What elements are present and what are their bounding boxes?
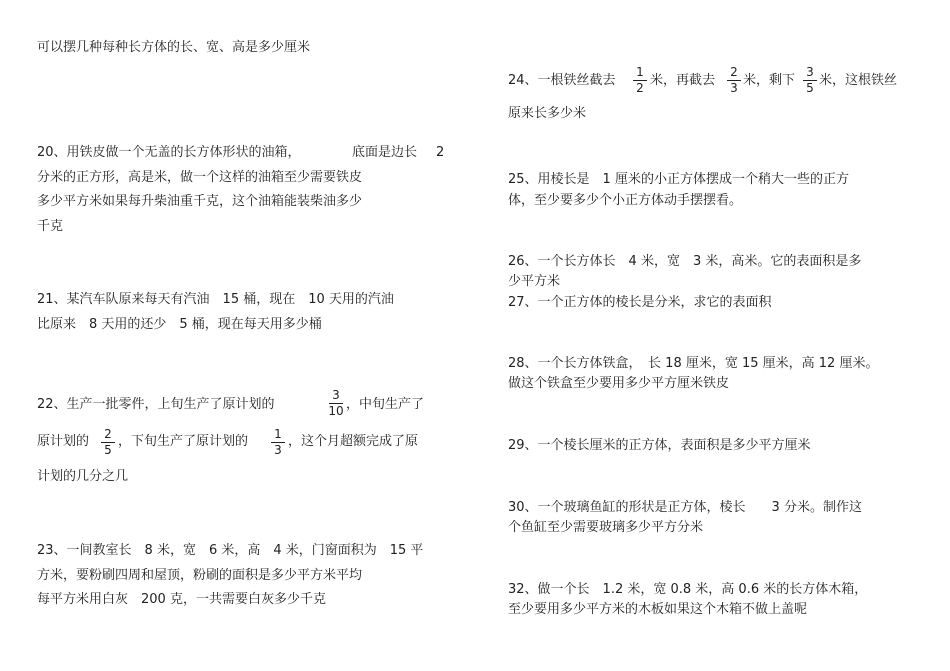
q24-fraction-1-numerator: 1 bbox=[636, 65, 644, 79]
q22-fraction-1-numerator: 3 bbox=[332, 388, 340, 402]
q26-line-2: 少平方米 bbox=[508, 274, 561, 289]
q20-line-1c: 2 bbox=[436, 145, 445, 160]
q22-line-1b: ，中旬生产了 bbox=[346, 397, 425, 412]
q20-line-3: 多少平方米如果每升柴油重千克，这个油箱能装柴油多少 bbox=[37, 194, 363, 209]
q24-fraction-2-denominator: 3 bbox=[730, 81, 738, 95]
q28-line-2: 做这个铁盒至少要用多少平方厘米铁皮 bbox=[508, 376, 730, 391]
q26-line-1: 26、一个长方体长 4 米，宽 3 米，高米。它的表面积是多 bbox=[508, 254, 862, 269]
q24-fraction-1 bbox=[630, 66, 650, 95]
q22-line-3: 计划的几分之几 bbox=[37, 469, 129, 484]
intro-line: 可以摆几种每种长方体的长、宽、高是多少厘米 bbox=[37, 40, 311, 55]
q24-fraction-1-denominator: 2 bbox=[636, 81, 644, 95]
q24-text-c: 米，剩下 bbox=[743, 73, 796, 88]
q20-line-2: 分米的正方形，高是米，做一个这样的油箱至少需要铁皮 bbox=[37, 170, 363, 185]
q22-fraction-3-denominator: 3 bbox=[274, 443, 282, 457]
q22-fraction-3 bbox=[268, 428, 288, 457]
q24-fraction-2 bbox=[724, 66, 744, 95]
q30-line-2: 个鱼缸至少需要玻璃多少平方分米 bbox=[508, 520, 704, 535]
q24-text-a: 24、一根铁丝截去 bbox=[508, 73, 616, 88]
q24-fraction-3-numerator: 3 bbox=[806, 65, 814, 79]
q22-fraction-2-denominator: 5 bbox=[104, 443, 112, 457]
q24-fraction-2-numerator: 2 bbox=[730, 65, 738, 79]
q25-line-1: 25、用棱长是 1 厘米的小正方体摆成一个稍大一些的正方 bbox=[508, 172, 849, 187]
q32-line-2: 至少要用多少平方米的木板如果这个木箱不做上盖呢 bbox=[508, 602, 808, 617]
q27-line-1: 27、一个正方体的棱长是分米，求它的表面积 bbox=[508, 295, 772, 310]
q22-line-2b: ，下旬生产了原计划的 bbox=[118, 434, 249, 449]
q24-fraction-3-denominator: 5 bbox=[806, 81, 814, 95]
q20-line-4: 千克 bbox=[37, 219, 64, 234]
q24-text-d: 米，这根铁丝 bbox=[819, 73, 898, 88]
q22-line-2c: ，这个月超额完成了原 bbox=[288, 434, 419, 449]
q32-line-1: 32、做一个长 1.2 米，宽 0.8 米，高 0.6 米的长方体木箱， bbox=[508, 582, 868, 597]
q23-line-3: 每平方米用白灰 200 克，一共需要白灰多少千克 bbox=[37, 592, 326, 607]
q24-line-2: 原来长多少米 bbox=[508, 106, 587, 121]
q23-line-2: 方米，要粉刷四周和屋顶，粉刷的面积是多少平方米平均 bbox=[37, 568, 363, 583]
q22-fraction-1-denominator: 10 bbox=[328, 404, 344, 418]
q22-fraction-2 bbox=[98, 428, 118, 457]
q28-line-1: 28、一个长方体铁盒， 长 18 厘米，宽 15 厘米，高 12 厘米。 bbox=[508, 356, 879, 371]
q21-line-2: 比原来 8 天用的还少 5 桶，现在每天用多少桶 bbox=[37, 317, 322, 332]
q21-line-1: 21、某汽车队原来每天有汽油 15 桶，现在 10 天用的汽油 bbox=[37, 292, 394, 307]
q22-fraction-3-numerator: 1 bbox=[274, 427, 282, 441]
q23-line-1: 23、一间教室长 8 米，宽 6 米，高 4 米，门窗面积为 15 平 bbox=[37, 543, 424, 558]
q24-fraction-3 bbox=[800, 66, 820, 95]
q24-text-b: 米，再截去 bbox=[650, 73, 716, 88]
q22-line-1a: 22、生产一批零件，上旬生产了原计划的 bbox=[37, 397, 275, 412]
q20-line-1a: 20、用铁皮做一个无盖的长方体形状的油箱， bbox=[37, 145, 301, 160]
q20-line-1b: 底面是边长 bbox=[352, 145, 418, 160]
q22-fraction-1 bbox=[326, 389, 346, 418]
q22-line-2a: 原计划的 bbox=[37, 434, 90, 449]
q29-line-1: 29、一个棱长厘米的正方体，表面积是多少平方厘米 bbox=[508, 438, 811, 453]
q30-line-1: 30、一个玻璃鱼缸的形状是正方体，棱长 3 分米。制作这 bbox=[508, 500, 862, 515]
q25-line-2: 体，至少要多少个小正方体动手摆摆看。 bbox=[508, 193, 743, 208]
q22-fraction-2-numerator: 2 bbox=[104, 427, 112, 441]
